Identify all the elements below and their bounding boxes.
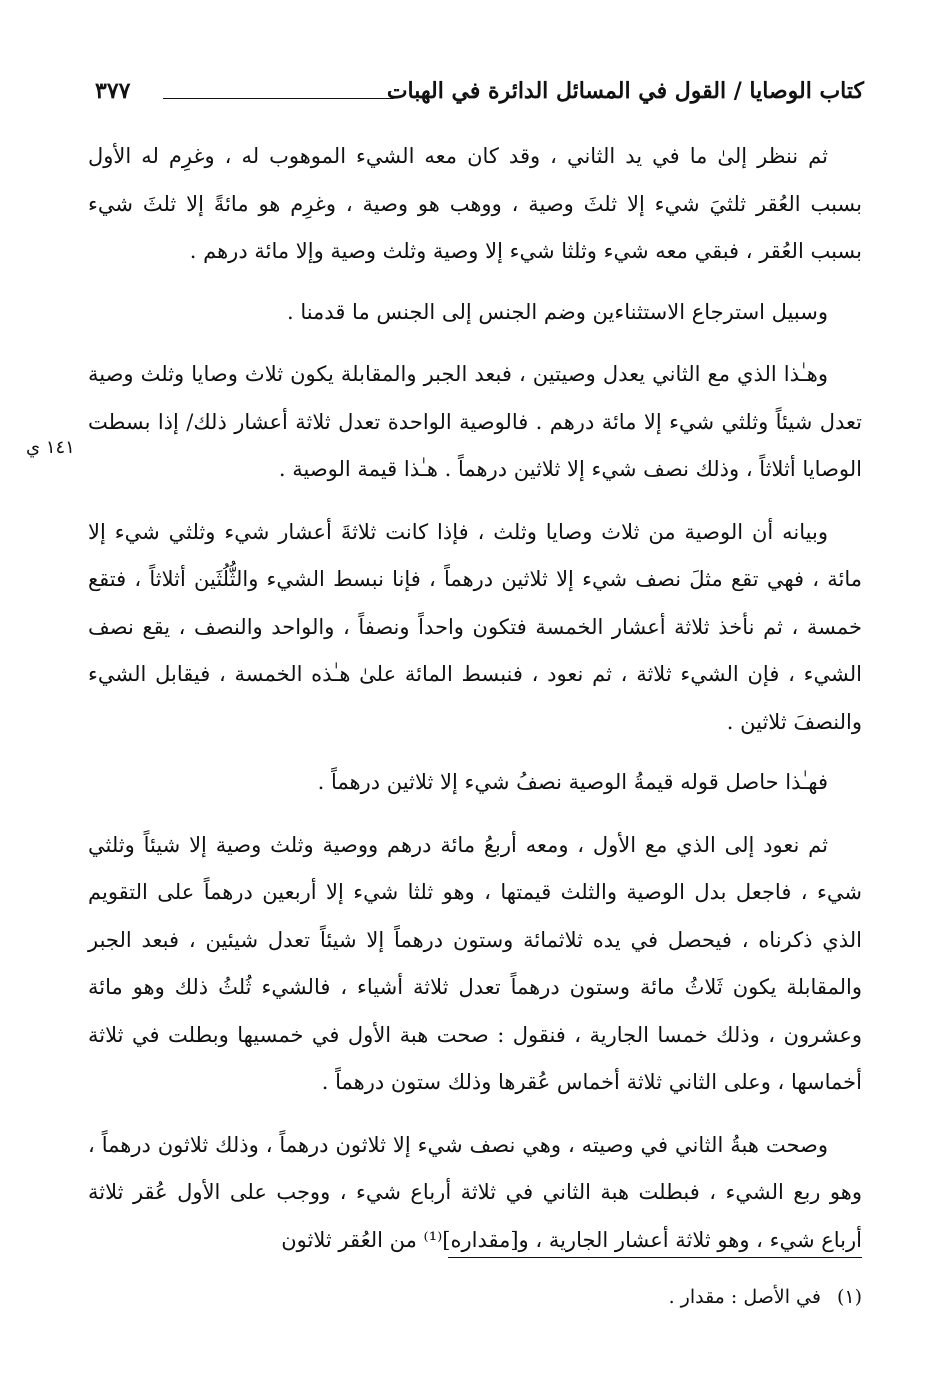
paragraph-2: وسبيل استرجاع الاستثناءين وضم الجنس إلى الجنس ما قدمنا . <box>286 299 828 324</box>
margin-folio-note: ١٤١ ي <box>26 437 75 458</box>
paragraph-3: وهـٰذا الذي مع الثاني يعدل وصيتين ، فبعد الجبر والمقابلة يكون ثلاث وصايا وثلث وصية تعدل شيئاً وثلثي شيء إلا مائة درهم . فالوصية الواحدة تعدل ثلاثة أعشار ذلك/ إذا بسطت الوصايا أثلاثاً ، وذلك نصف شيء إلا ثلاثين درهماً . هـٰذا قيمة الوصية . <box>88 362 862 481</box>
footnote-rule <box>448 1257 862 1258</box>
paragraph-1: ثم ننظر إلىٰ ما في يد الثاني ، وقد كان معه الشيء الموهوب له ، وغرِم له الأول بسبب العُقر ثلثيَ شيء إلا ثلثَ وصية ، ووهب هو وصية ، وغرِم هو مائةً إلا ثلثَ شيء بسبب العُقر ، فبقي معه شيء وثلثا شيء إلا وصية وثلث وصية وإلا مائة درهم . <box>88 144 862 263</box>
footnote-text: في الأصل : مقدار . <box>668 1286 821 1308</box>
page-number: ٣٧٧ <box>95 78 131 104</box>
footnote-number: (١) <box>836 1286 862 1308</box>
header-title: كتاب الوصايا / القول في المسائل الدائرة في الهبات <box>386 78 864 104</box>
paragraph-7: وصحت هبةُ الثاني في وصيته ، وهي نصف شيء إلا ثلاثون درهماً ، وذلك ثلاثون درهماً ، وهو ربع الشيء ، فبطلت هبة الثاني في ثلاثة أرباع شيء ، ووجب على الأول عُقر ثلاثة أرباع شيء ، وهو ثلاثة أعشار الجارية ، و[مقداره]⁽¹⁾ من العُقر ثلاثون <box>88 1132 862 1252</box>
footnote <box>669 1286 862 1308</box>
header-rule <box>163 98 394 99</box>
paragraph-5: فهـٰذا حاصل قوله قيمةُ الوصية نصفُ شيء إلا ثلاثين درهماً . <box>317 770 828 794</box>
body-text <box>88 133 862 1264</box>
running-header <box>95 78 864 114</box>
paragraph-4: وبيانه أن الوصية من ثلاث وصايا وثلث ، فإذا كانت ثلاثةَ أعشار شيء وثلثي شيء إلا مائة ، فهي تقع مثلَ نصف شيء إلا ثلاثين درهماً ، فإنا نبسط الشيء والثُّلُثَين أثلاثاً ، فتقع خمسة ، ثم نأخذ ثلاثة أعشار الخمسة فتكون واحداً ونصفاً ، والواحد والنصف ، يقع نصف الشيء ، فإن الشيء ثلاثة ، ثم نعود ، فنبسط المائة علىٰ هـٰذه الخمسة ، فيقابل الشيء والنصفَ ثلاثين . <box>88 519 862 734</box>
paragraph-6: ثم نعود إلى الذي مع الأول ، ومعه أربعُ مائة درهم ووصية وثلث وصية إلا شيئاً وثلثي شيء ، فاجعل بدل الوصية والثلث قيمتها ، وهو ثلثا شيء إلا أربعين درهماً على التقويم الذي ذكرناه ، فيحصل في يده ثلاثمائة وستون درهماً إلا شيئاً تعدل شيئين ، فبعد الجبر والمقابلة يكون ثَلاثُ مائة وستون درهماً تعدل ثلاثة أشياء ، فالشيء ثُلثُ ذلك وهو مائة وعشرون ، وذلك خمسا الجارية ، فنقول : صحت هبة الأول في خمسيها وبطلت في ثلاثة أخماسها ، وعلى الثاني ثلاثة أخماس عُقرها وذلك ستون درهماً . <box>88 832 862 1094</box>
